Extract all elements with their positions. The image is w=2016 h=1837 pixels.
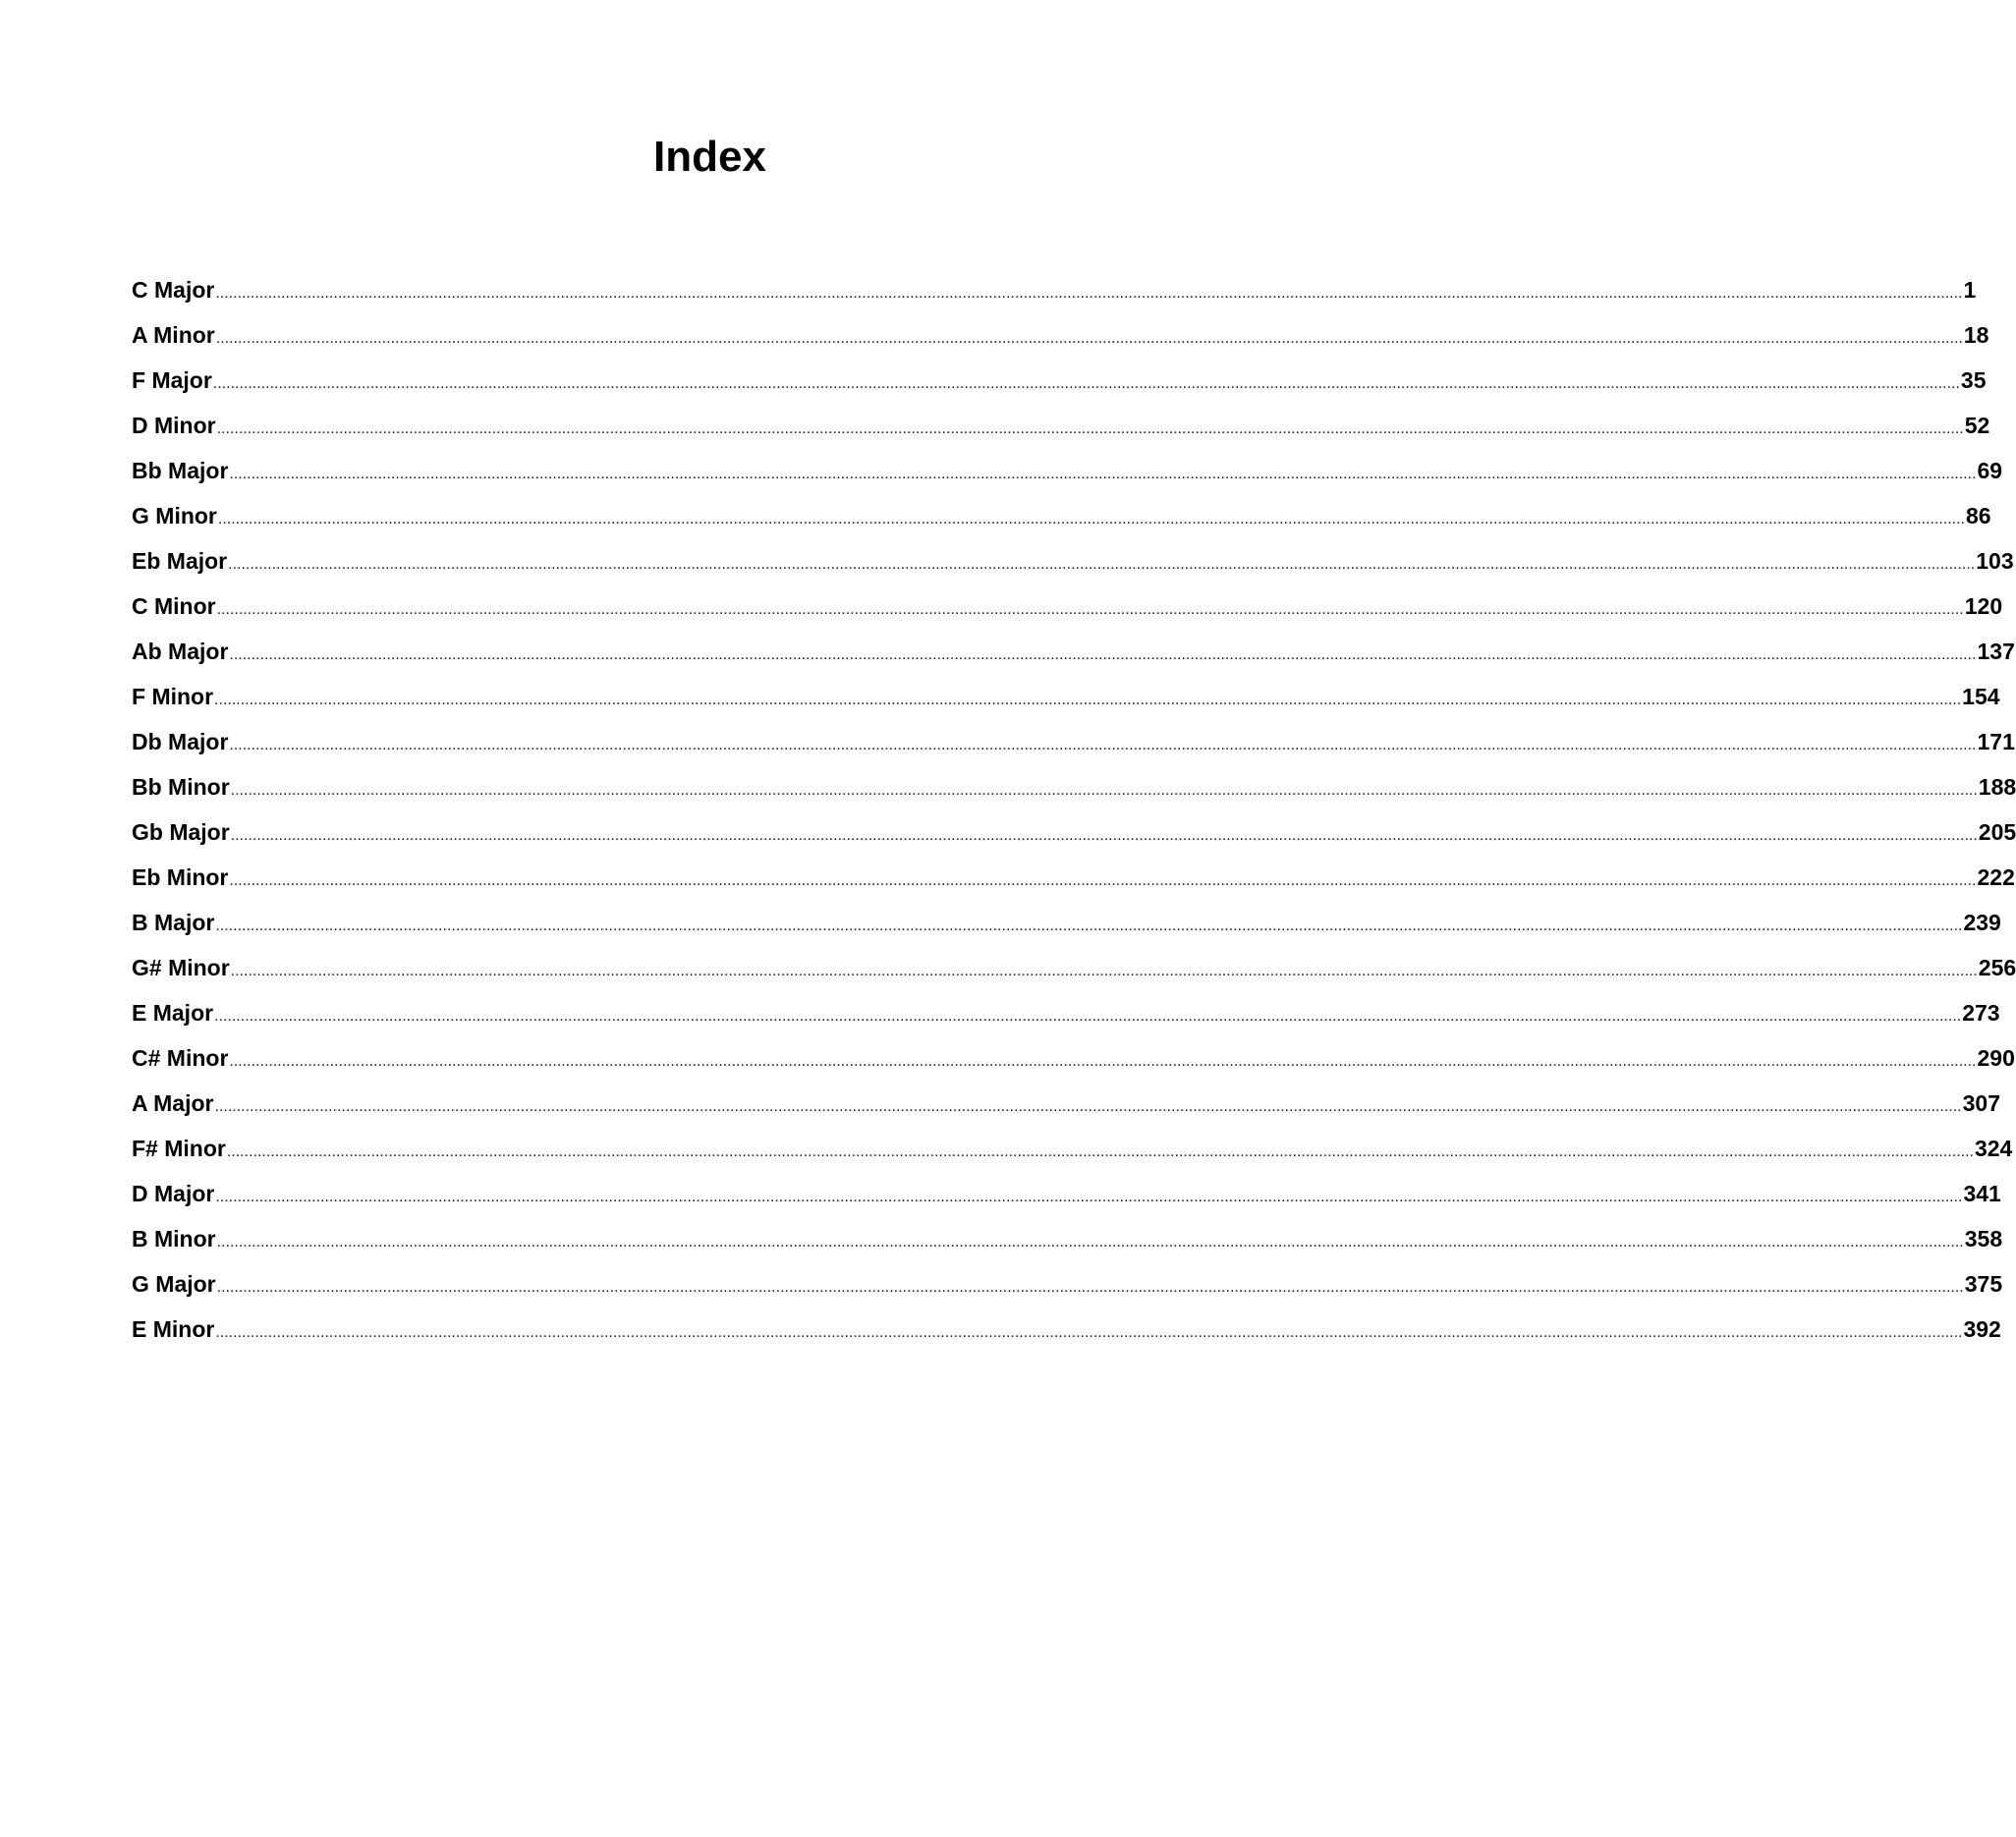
- index-entry: [132, 454, 2003, 499]
- entry-label: Eb Minor: [132, 864, 229, 890]
- entry-page-number: 18: [1963, 322, 1989, 348]
- dot-leader: ................................................................................................................................................................................................................................................................................................................................................................................................................: [229, 646, 1977, 663]
- dot-leader: ................................................................................................................................................................................................................................................................................................................................................................................................................: [215, 285, 1963, 302]
- index-entry: [132, 1267, 2003, 1312]
- dot-leader: ................................................................................................................................................................................................................................................................................................................................................................................................................: [229, 1053, 1977, 1070]
- entry-page-number: 239: [1963, 910, 2001, 935]
- entry-label: Eb Major: [132, 548, 228, 574]
- entry-page-number: 171: [1977, 729, 2015, 754]
- entry-page-number: 324: [1974, 1136, 2013, 1161]
- entry-label: Gb Major: [132, 819, 230, 845]
- entry-label: E Minor: [132, 1316, 215, 1342]
- index-entry: [132, 725, 2015, 770]
- dot-leader: ................................................................................................................................................................................................................................................................................................................................................................................................................: [226, 1143, 1974, 1160]
- entry-page-number: 120: [1964, 593, 2003, 619]
- entry-label: F# Minor: [132, 1136, 226, 1161]
- entry-page-number: 103: [1976, 548, 2014, 574]
- entry-label: B Major: [132, 910, 215, 935]
- entry-page-number: 1: [1963, 277, 1977, 303]
- entry-label: G# Minor: [132, 955, 230, 980]
- entry-label: G Minor: [132, 503, 217, 529]
- entry-page-number: 222: [1977, 864, 2015, 890]
- entry-page-number: 256: [1978, 955, 2016, 980]
- index-entry: [132, 815, 2016, 861]
- dot-leader: ................................................................................................................................................................................................................................................................................................................................................................................................................: [215, 1324, 1963, 1341]
- dot-leader: ................................................................................................................................................................................................................................................................................................................................................................................................................: [216, 601, 1964, 618]
- entry-label: E Major: [132, 1000, 214, 1026]
- dot-leader: ................................................................................................................................................................................................................................................................................................................................................................................................................: [215, 330, 1963, 347]
- index-entry: [132, 273, 1977, 318]
- index-entry: [132, 680, 2000, 725]
- entry-label: C Minor: [132, 593, 216, 619]
- index-entry: [132, 1041, 2015, 1086]
- dot-leader: ................................................................................................................................................................................................................................................................................................................................................................................................................: [214, 1098, 1962, 1115]
- dot-leader: ................................................................................................................................................................................................................................................................................................................................................................................................................: [217, 511, 1966, 528]
- index-entry: [132, 409, 1990, 454]
- dot-leader: ................................................................................................................................................................................................................................................................................................................................................................................................................: [228, 556, 1976, 573]
- entry-label: D Minor: [132, 413, 216, 438]
- entry-page-number: 358: [1964, 1226, 2003, 1252]
- index-entry: [132, 544, 2014, 589]
- dot-leader: ................................................................................................................................................................................................................................................................................................................................................................................................................: [216, 420, 1964, 437]
- entry-label: B Minor: [132, 1226, 216, 1252]
- dot-leader: ................................................................................................................................................................................................................................................................................................................................................................................................................: [214, 1008, 1962, 1025]
- dot-leader: ................................................................................................................................................................................................................................................................................................................................................................................................................: [230, 963, 1978, 979]
- entry-label: C Major: [132, 277, 215, 303]
- entry-page-number: 188: [1978, 774, 2016, 800]
- index-entry: [132, 861, 2015, 906]
- entry-label: Ab Major: [132, 639, 229, 664]
- dot-leader: ................................................................................................................................................................................................................................................................................................................................................................................................................: [216, 1279, 1964, 1296]
- index-entry: [132, 1222, 2003, 1267]
- index-entry: [132, 906, 2001, 951]
- index-entry: [132, 499, 1991, 544]
- entry-label: G Major: [132, 1271, 216, 1297]
- entry-page-number: 205: [1978, 819, 2016, 845]
- entry-page-number: 69: [1977, 458, 2003, 483]
- index-entry: [132, 589, 2003, 635]
- entry-label: D Major: [132, 1181, 215, 1206]
- entry-page-number: 341: [1963, 1181, 2001, 1206]
- dot-leader: ................................................................................................................................................................................................................................................................................................................................................................................................................: [215, 918, 1963, 934]
- dot-leader: ................................................................................................................................................................................................................................................................................................................................................................................................................: [229, 872, 1977, 889]
- entry-page-number: 154: [1962, 684, 2000, 709]
- entry-page-number: 35: [1960, 367, 1987, 393]
- entry-label: F Minor: [132, 684, 214, 709]
- index-entry: [132, 770, 2016, 815]
- entry-label: A Major: [132, 1090, 214, 1116]
- entry-label: F Major: [132, 367, 212, 393]
- entry-page-number: 392: [1963, 1316, 2001, 1342]
- index-entry: [132, 951, 2016, 996]
- entry-page-number: 86: [1966, 503, 1991, 529]
- index-entry: [132, 996, 2000, 1041]
- dot-leader: ................................................................................................................................................................................................................................................................................................................................................................................................................: [215, 1189, 1963, 1205]
- entry-label: Db Major: [132, 729, 229, 754]
- index-entry: [132, 318, 1989, 363]
- dot-leader: ................................................................................................................................................................................................................................................................................................................................................................................................................: [230, 782, 1978, 799]
- entry-page-number: 375: [1964, 1271, 2003, 1297]
- dot-leader: ................................................................................................................................................................................................................................................................................................................................................................................................................: [230, 827, 1978, 844]
- index-entry: [132, 1086, 2000, 1132]
- index-entry: [132, 1177, 2001, 1222]
- dot-leader: ................................................................................................................................................................................................................................................................................................................................................................................................................: [212, 375, 1960, 392]
- index-entry: [132, 1312, 2001, 1358]
- dot-leader: ................................................................................................................................................................................................................................................................................................................................................................................................................: [229, 737, 1977, 753]
- page-title: Index: [653, 133, 766, 181]
- entry-page-number: 137: [1977, 639, 2015, 664]
- entry-label: C# Minor: [132, 1045, 229, 1071]
- entry-label: A Minor: [132, 322, 215, 348]
- entry-page-number: 52: [1964, 413, 1990, 438]
- index-entry: [132, 363, 1987, 409]
- index-list: [132, 273, 2016, 1358]
- dot-leader: ................................................................................................................................................................................................................................................................................................................................................................................................................: [229, 466, 1977, 482]
- dot-leader: ................................................................................................................................................................................................................................................................................................................................................................................................................: [214, 692, 1962, 708]
- index-entry: [132, 635, 2015, 680]
- entry-page-number: 273: [1962, 1000, 2000, 1026]
- entry-page-number: 290: [1977, 1045, 2015, 1071]
- index-entry: [132, 1132, 2013, 1177]
- dot-leader: ................................................................................................................................................................................................................................................................................................................................................................................................................: [216, 1234, 1964, 1251]
- entry-label: Bb Minor: [132, 774, 230, 800]
- entry-label: Bb Major: [132, 458, 229, 483]
- entry-page-number: 307: [1962, 1090, 2000, 1116]
